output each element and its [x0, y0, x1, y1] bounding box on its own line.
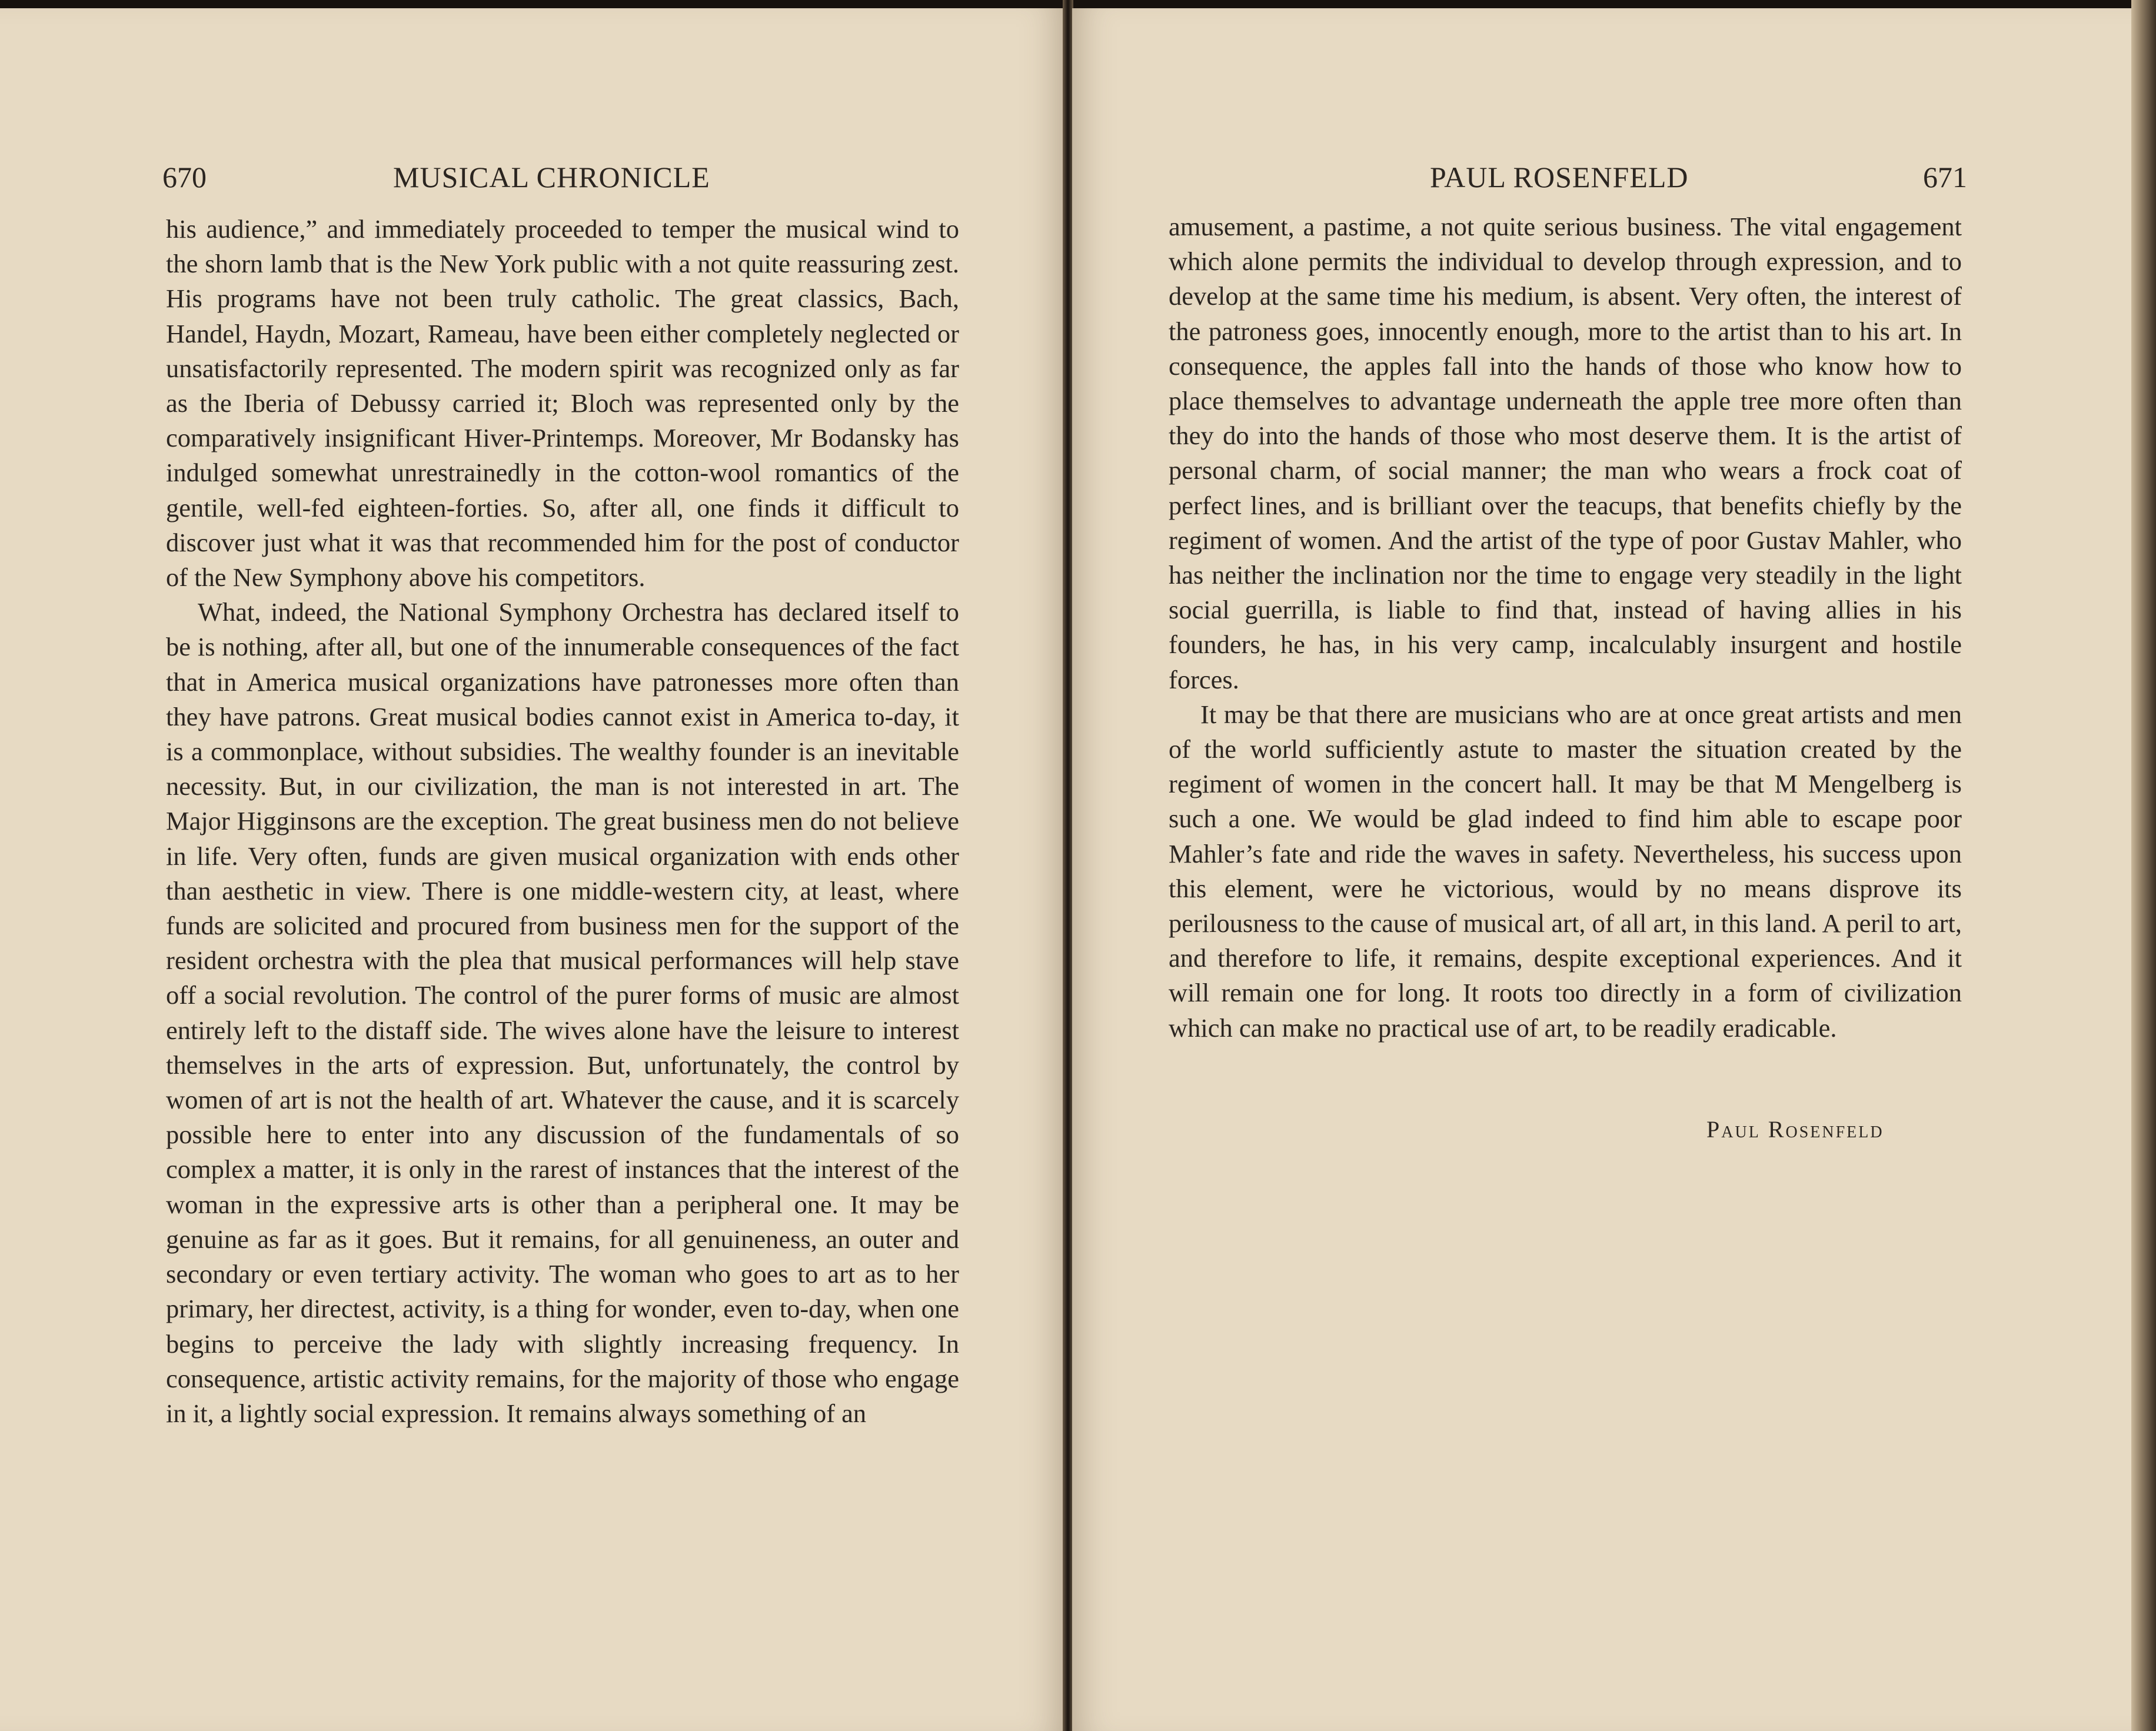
running-head-left: MUSICAL CHRONICLE: [393, 161, 710, 194]
left-paragraph-1: his audience,” and immediately proceeded to temper the musical wind to the shorn lamb that is the New York public with a not quite reassuring zest. His programs have not been truly catholic. The great classics, Bach, Handel, Haydn, Mozart, Rameau, have been either completely neglected or unsatisfactorily represented. The modern spirit was recognized only as far as the Iberia of Debussy carried it; Bloch was represented only by the comparatively insignificant Hiver-Printemps. Moreover, Mr Bodansky has indulged somewhat unrestrainedly in the cotton-wool romantics of the gentile, well-fed eighteen-forties. So, after all, one finds it difficult to discover just what it was that recommended him for the post of conductor of the New Symphony above his competitors.: [166, 214, 959, 592]
left-page: [0, 8, 1064, 1731]
right-paragraph-1: amusement, a pastime, a not quite serious business. The vital engagement which alone permits the individual to develop through expression, and to develop at the same time his medium, is absent. Very often, the interest of the patroness goes, innocently enough, more to the artist than to his art. In consequence, the apples fall into the hands of those who know how to place themselves to advantage underneath the apple tree more often than they do into the hands of those who most deserve them. It is the artist of personal charm, of social manner; the man who wears a frock coat of perfect lines, and is brilliant over the teacups, that benefits chiefly by the regiment of women. And the artist of the type of poor Gustav Mahler, who has neither the inclination nor the time to engage very steadily in the light social guerrilla, is liable to find that, instead of having allies in his founders, he has, in his very camp, incalculably insurgent and hostile forces.: [1169, 212, 1962, 694]
page-edges: [2131, 0, 2156, 1731]
right-page: [1072, 8, 2131, 1731]
page-number-right: 671: [1923, 161, 1967, 194]
right-paragraph-2: It may be that there are musicians who are at once great artists and men of the world sufficiently astute to master the situation created by the regiment of women in the concert hall. It may be that M Mengelberg is such a one. We would be glad indeed to find him able to escape poor Mahler’s fate and ride the waves in safety. Nevertheless, his success upon this element, were he victorious, would by no means disprove its perilousness to the cause of musical art, of all art, in this land. A peril to art, and therefore to life, it remains, despite exceptional experiences. And it will remain one for long. It roots too directly in a form of civilization which can make no practical use of art, to be readily eradicable.: [1169, 699, 1962, 1043]
author-signature: Paul Rosenfeld: [1706, 1116, 1884, 1143]
left-text-column: [166, 212, 959, 1431]
left-paragraph-2: What, indeed, the National Symphony Orchestra has declared itself to be is nothing, after all, but one of the innumerable consequences of the fact that in America musical organizations have patronesses more often than they have patrons. Great musical bodies cannot exist in America to-day, it is a commonplace, without subsidies. The wealthy founder is an inevitable necessity. But, in our civilization, the man is not interested in art. The Major Higginsons are the exception. The great business men do not believe in life. Very often, funds are given musical organization with ends other than aesthetic in view. There is one middle-western city, at least, where funds are solicited and procured from business men for the support of the resident orchestra with the plea that musical performances will help stave off a social revolution. The control of the purer forms of music are almost entirely left to the distaff side. The wives alone have the leisure to interest themselves in the arts of expression. But, unfortunately, the control by women of art is not the health of art. Whatever the cause, and it is scarcely possible here to enter into any discussion of the fundamentals of so complex a matter, it is only in the rarest of instances that the interest of the woman in the expressive arts is other than a peripheral one. It may be genuine as far as it goes. But it remains, for all genuineness, an outer and secondary or even tertiary activity. The woman who goes to art as to her primary, her directest, activity, is a thing for wonder, even to-day, when one begins to perceive the lady with slightly increasing frequency. In consequence, artistic activity remains, for the majority of those who engage in it, a lightly social expression. It remains always something of an: [166, 597, 959, 1428]
running-head-right: PAUL ROSENFELD: [1430, 161, 1689, 194]
right-text-column: [1169, 209, 1962, 1046]
page-number-left: 670: [162, 161, 207, 194]
